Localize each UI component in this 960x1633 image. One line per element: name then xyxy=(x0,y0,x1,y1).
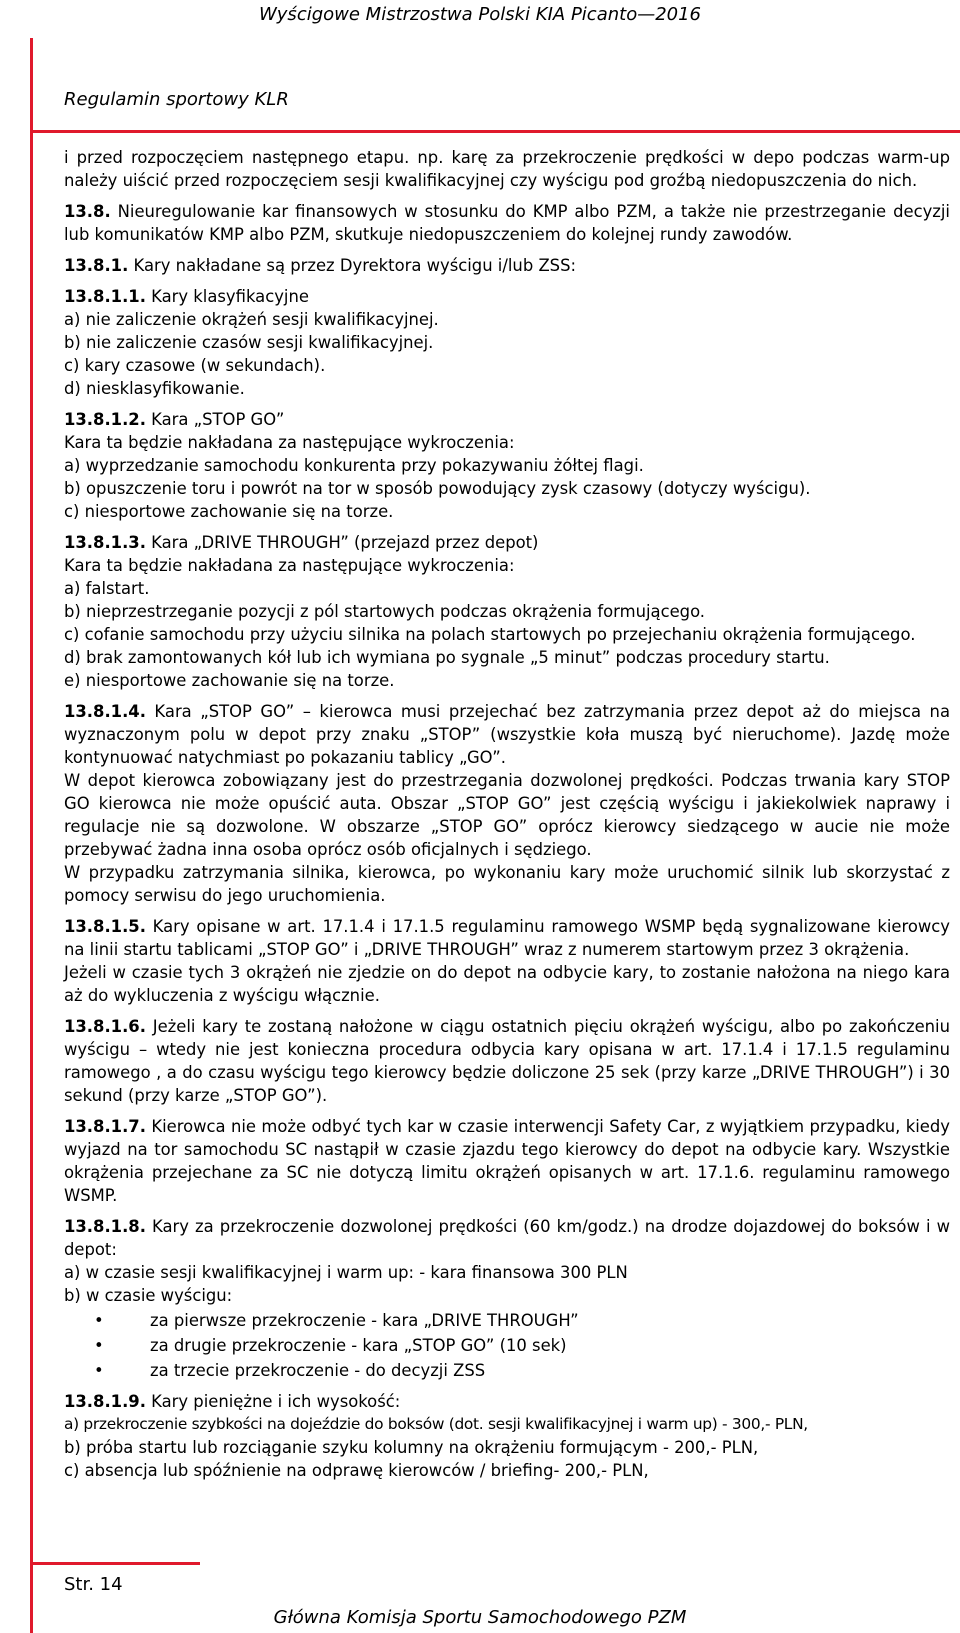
section-number: 13.8.1.8. xyxy=(64,1217,146,1236)
list-item: b) nieprzestrzeganie pozycji z pól startowych podczas okrążenia formującego. xyxy=(64,602,706,621)
document-body xyxy=(64,146,950,1482)
list-item: a) nie zaliczenie okrążeń sesji kwalifikacyjnej. xyxy=(64,310,439,329)
list-item: b) nie zaliczenie czasów sesji kwalifikacyjnej. xyxy=(64,333,434,352)
list-item: a) przekroczenie szybkości na dojeździe do boksów (dot. sesji kwalifikacyjnej i warm up) - 300,- PLN, xyxy=(64,1415,808,1433)
bullet-item: • za trzecie przekroczenie - do decyzji ZSS xyxy=(94,1359,950,1382)
section-13-8-1 xyxy=(64,254,950,277)
section-number: 13.8.1. xyxy=(64,256,129,275)
section-text: Kary pieniężne i ich wysokość: xyxy=(145,1392,401,1411)
list-item: b) opuszczenie toru i powrót na tor w sposób powodujący zysk czasowy (dotyczy wyścigu). xyxy=(64,479,811,498)
list-item: d) niesklasyfikowanie. xyxy=(64,379,245,398)
section-13-8-1-8 xyxy=(64,1215,950,1261)
list-item: a) w czasie sesji kwalifikacyjnej i warm up: - kara finansowa 300 PLN xyxy=(64,1263,628,1282)
section-text: Kara „STOP GO” – kierowca musi przejechać bez zatrzymania przez depot aż do miejsca na wyznaczonym polu w depot przy znaku „STOP” (wszystkie koła muszą być nieruchome). Jazdę może kontynuować natychmiast po pokazaniu tablicy „GO”. xyxy=(64,702,950,767)
margin-line-vertical xyxy=(30,38,33,1633)
section-number: 13.8.1.7. xyxy=(64,1117,146,1136)
list-item: d) brak zamontowanych kół lub ich wymiana po sygnale „5 minut” podczas procedury startu. xyxy=(64,648,830,667)
section-number: 13.8.1.2. xyxy=(64,410,146,429)
bullet-item: • za pierwsze przekroczenie - kara „DRIVE THROUGH” xyxy=(94,1309,950,1332)
section-text: Kary nakładane są przez Dyrektora wyścigu i/lub ZSS: xyxy=(128,256,576,275)
section-number: 13.8.1.1. xyxy=(64,287,146,306)
section-text: Kara „DRIVE THROUGH” (przejazd przez depot) xyxy=(145,533,539,552)
list-item: c) kary czasowe (w sekundach). xyxy=(64,356,326,375)
page-number: Str. 14 xyxy=(64,1574,123,1595)
running-header: Wyścigowe Mistrzostwa Polski KIA Picanto—2016 xyxy=(258,4,702,25)
list-item: b) w czasie wyścigu: xyxy=(64,1286,233,1305)
section-13-8 xyxy=(64,200,950,246)
section-13-8-1-3 xyxy=(64,531,950,554)
section-13-8-1-4 xyxy=(64,700,950,769)
section-13-8-1-1 xyxy=(64,285,950,308)
bullet-item: • za drugie przekroczenie - kara „STOP GO” (10 sek) xyxy=(94,1334,950,1357)
section-13-8-1-7 xyxy=(64,1115,950,1207)
list-item: b) próba startu lub rozciąganie szyku kolumny na okrążeniu formującym - 200,- PLN, xyxy=(64,1438,759,1457)
header-rule xyxy=(30,130,960,133)
list-item: c) cofanie samochodu przy użyciu silnika na polach startowych po przejechaniu okrążenia formującego. xyxy=(64,625,916,644)
section-number: 13.8.1.6. xyxy=(64,1017,146,1036)
paragraph: W depot kierowca zobowiązany jest do przestrzegania dozwolonej prędkości. Podczas trwania kary STOP GO kierowca nie może opuścić auta. Obszar „STOP GO” jest częścią wyścigu i jakiekolwiek naprawy i regulacje nie są dozwolone. W obszarze „STOP GO” oprócz kierowcy siedzącego w aucie nie może przebywać żadna inna osoba oprócz osób oficjalnych i sędziego. xyxy=(64,771,950,859)
section-text: Kary za przekroczenie dozwolonej prędkości (60 km/godz.) na drodze dojazdowej do boksów i w depot: xyxy=(64,1217,950,1259)
section-number: 13.8. xyxy=(64,202,111,221)
paragraph-intro: i przed rozpoczęciem następnego etapu. np. karę za przekroczenie prędkości w depo podczas warm-up należy uiścić przed rozpoczęciem sesji kwalifikacyjnej czy wyścigu pod groźbą niedopuszczenia do nich. xyxy=(64,148,950,190)
section-text: Kara „STOP GO” xyxy=(145,410,285,429)
section-text: Kary klasyfikacyjne xyxy=(145,287,309,306)
section-13-8-1-6 xyxy=(64,1015,950,1107)
list-item: a) wyprzedzanie samochodu konkurenta przy pokazywaniu żółtej flagi. xyxy=(64,456,644,475)
section-number: 13.8.1.5. xyxy=(64,917,146,936)
list-item: c) absencja lub spóźnienie na odprawę kierowców / briefing- 200,- PLN, xyxy=(64,1461,649,1480)
paragraph: Jeżeli w czasie tych 3 okrążeń nie zjedzie on do depot na odbycie kary, to zostanie nałożona na niego kara aż do wykluczenia z wyścigu włącznie. xyxy=(64,963,950,1005)
section-number: 13.8.1.3. xyxy=(64,533,146,552)
document-title: Regulamin sportowy KLR xyxy=(64,89,289,110)
section-text: Jeżeli kary te zostaną nałożone w ciągu ostatnich pięciu okrążeń wyścigu, albo po zakończeniu wyścigu – wtedy nie jest konieczna procedura odbycia kary opisana w art. 17.1.4 i 17.1.5 regulaminu ramowego , a do czasu wyścigu tego kierowcy będzie doliczone 25 sek (przy karze „DRIVE THROUGH”) i 30 sekund (przy karze „STOP GO”). xyxy=(64,1017,950,1105)
running-footer: Główna Komisja Sportu Samochodowego PZM xyxy=(273,1607,687,1628)
section-number: 13.8.1.4. xyxy=(64,702,146,721)
section-text: Kierowca nie może odbyć tych kar w czasie interwencji Safety Car, z wyjątkiem przypadku, kiedy wyjazd na tor samochodu SC nastąpił w czasie zjazdu tego kierowcy do depot na odbycie kary. Wszystkie okrążenia przejechane za SC nie dotyczą limitu okrążeń opisanych w art. 17.1.6. regulaminu ramowego WSMP. xyxy=(64,1117,950,1205)
section-13-8-1-5 xyxy=(64,915,950,961)
list-intro: Kara ta będzie nakładana za następujące wykroczenia: xyxy=(64,556,515,575)
list-item: a) falstart. xyxy=(64,579,150,598)
section-13-8-1-9 xyxy=(64,1390,950,1413)
list-intro: Kara ta będzie nakładana za następujące wykroczenia: xyxy=(64,433,515,452)
footer-rule xyxy=(30,1562,200,1565)
section-text: Kary opisane w art. 17.1.4 i 17.1.5 regulaminu ramowego WSMP będą sygnalizowane kierowcy na linii startu tablicami „STOP GO” i „DRIVE THROUGH” wraz z numerem startowym przez 3 okrążenia. xyxy=(64,917,950,959)
section-13-8-1-2 xyxy=(64,408,950,431)
paragraph: W przypadku zatrzymania silnika, kierowca, po wykonaniu kary może uruchomić silnik lub skorzystać z pomocy serwisu do jego uruchomienia. xyxy=(64,863,950,905)
list-item: e) niesportowe zachowanie się na torze. xyxy=(64,671,395,690)
section-text: Nieuregulowanie kar finansowych w stosunku do KMP albo PZM, a także nie przestrzeganie decyzji lub komunikatów KMP albo PZM, skutkuje niedopuszczeniem do kolejnej rundy zawodów. xyxy=(64,202,950,244)
list-item: c) niesportowe zachowanie się na torze. xyxy=(64,502,394,521)
section-number: 13.8.1.9. xyxy=(64,1392,146,1411)
